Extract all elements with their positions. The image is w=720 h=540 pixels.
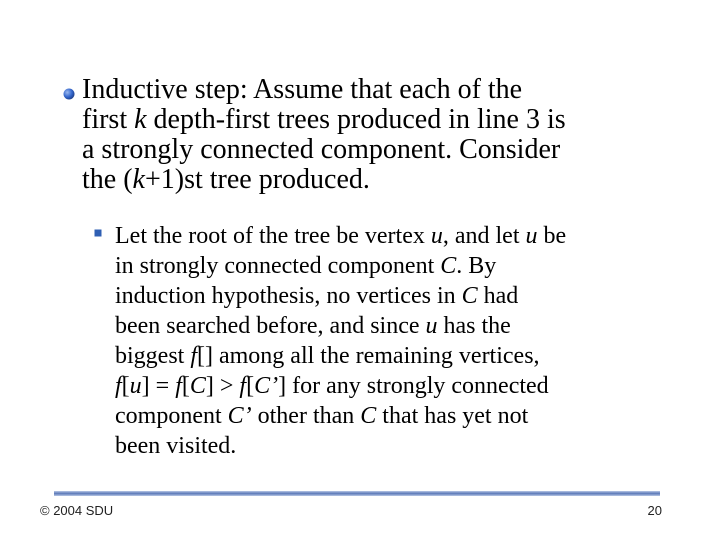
variable-C-prime: C’ [254,373,279,399]
level1-paragraph [82,75,682,195]
variable-k: k [134,104,147,135]
level2-paragraph [115,221,695,461]
text-run: ] = [141,373,176,399]
text-run: been searched before, and since [115,313,426,339]
level2-line [115,371,695,401]
variable-u: u [525,223,538,249]
text-run: the ( [82,164,133,195]
variable-u: u [430,223,443,249]
text-run: , and let [442,223,526,249]
round-bullet-icon [63,88,75,100]
text-run: Inductive step: Assume that each of the [82,74,523,105]
text-run: had [477,283,519,309]
text-run: Let the root of the tree be vertex [115,223,431,249]
variable-C: C [189,373,206,399]
text-run: a strongly connected component. Consider [82,134,561,165]
variable-f: f [190,343,197,369]
level2-line [115,341,695,371]
level2-line [115,431,695,461]
variable-f: f [175,373,182,399]
text-run: be [537,223,567,249]
text-run: that has yet not [376,403,529,429]
text-run: +1)st tree produced. [144,164,370,195]
variable-k: k [132,164,145,195]
variable-C: C [440,253,457,279]
text-run: been visited. [115,433,237,459]
level2-line [115,401,695,431]
text-run: depth-first trees produced in line 3 is [146,104,566,135]
page-number: 20 [647,503,662,518]
variable-u: u [129,373,142,399]
text-run: ] > [205,373,240,399]
text-run: . By [456,253,497,279]
text-run: other than [251,403,361,429]
level1-line [82,165,682,195]
level2-line [115,221,695,251]
variable-f: f [115,373,122,399]
level1-line [82,75,682,105]
text-run: has the [437,313,511,339]
text-run: component [115,403,228,429]
level2-line [115,251,695,281]
text-run: [ [246,373,255,399]
variable-u: u [425,313,438,339]
text-run: [ [181,373,190,399]
text-run: in strongly connected component [115,253,441,279]
text-run: ] for any strongly connected [278,373,549,399]
level1-line [82,135,682,165]
footer-divider [54,491,660,496]
level2-line [115,281,695,311]
variable-C: C [360,403,377,429]
text-run: induction hypothesis, no vertices in [115,283,462,309]
variable-C: C [461,283,478,309]
text-run: biggest [115,343,191,369]
text-run: [ [121,373,130,399]
text-run: first [82,104,135,135]
footer-copyright: © 2004 SDU [40,503,114,518]
text-run: [] among all the remaining vertices, [197,343,540,369]
level2-line [115,311,695,341]
variable-C-prime: C’ [227,403,252,429]
square-bullet-icon [94,229,102,237]
variable-f: f [239,373,247,399]
level1-line [82,105,682,135]
